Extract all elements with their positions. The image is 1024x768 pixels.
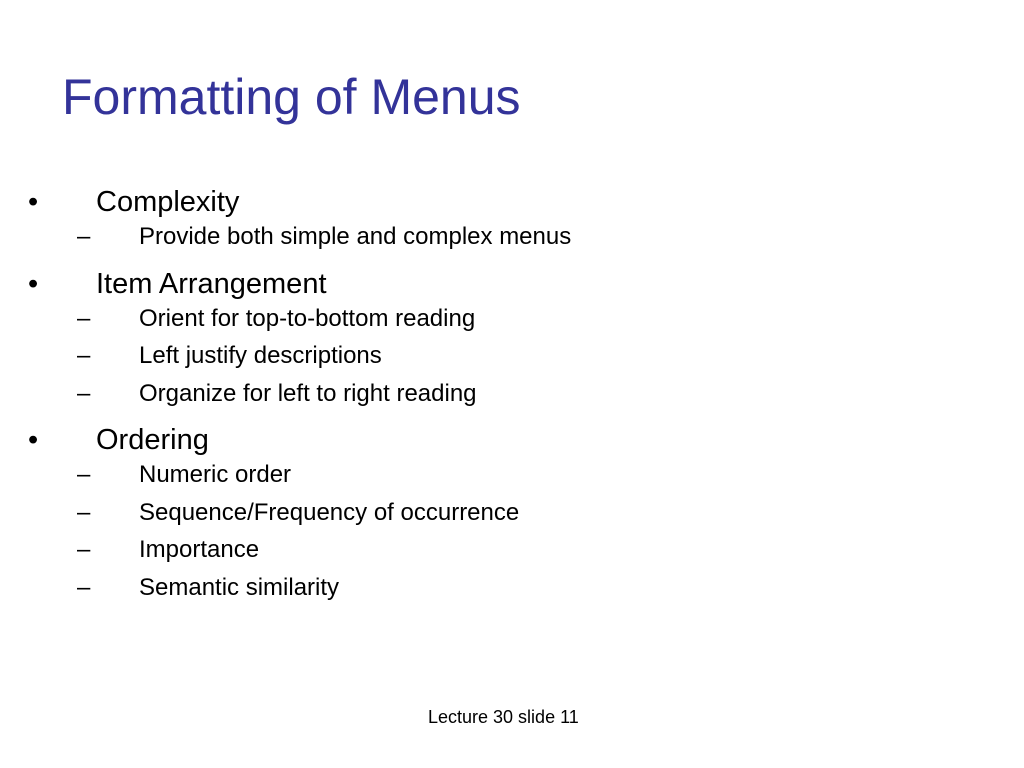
sub-bullet-item [0, 337, 1024, 375]
sub-bullet-item [0, 300, 1024, 338]
bullet-item [0, 180, 1024, 218]
bullet-text: Item Arrangement [96, 267, 327, 300]
bullet-marker: • [28, 267, 39, 300]
sub-bullet-text: Sequence/Frequency of occurrence [139, 498, 520, 526]
sub-bullet-marker: – [77, 573, 91, 601]
bullet-text: Complexity [96, 186, 240, 218]
sub-bullet-item [0, 569, 1024, 607]
sub-bullet-marker: – [77, 304, 91, 332]
sub-bullet-text: Left justify descriptions [139, 342, 382, 369]
sub-bullet-item [0, 531, 1024, 569]
bullet-text: Ordering [96, 424, 209, 456]
sub-bullet-marker: – [77, 461, 91, 488]
slide-footer: Lecture 30 slide 11 [428, 707, 579, 727]
sub-bullet-text: Numeric order [139, 461, 292, 488]
sub-bullet-marker: – [77, 536, 91, 563]
sub-bullet-text: Importance [139, 536, 260, 563]
sub-bullet-text: Provide both simple and complex menus [139, 223, 572, 250]
sub-bullet-marker: – [77, 342, 91, 369]
sub-bullet-item [0, 218, 1024, 256]
bullet-item [0, 262, 1024, 300]
sub-bullet-item [0, 494, 1024, 532]
sub-bullet-item [0, 375, 1024, 413]
sub-bullet-text: Semantic similarity [139, 573, 340, 601]
bullet-marker: • [28, 424, 39, 456]
sub-bullet-text: Orient for top-to-bottom reading [139, 304, 476, 332]
slide-title: Formatting of Menus [62, 69, 521, 125]
bullet-marker: • [28, 186, 39, 218]
bullet-list [0, 180, 1024, 606]
sub-bullet-marker: – [77, 498, 91, 526]
sub-bullet-marker: – [77, 379, 91, 407]
sub-bullet-text: Organize for left to right reading [139, 379, 477, 407]
bullet-item [0, 418, 1024, 456]
sub-bullet-item [0, 456, 1024, 494]
sub-bullet-marker: – [77, 223, 91, 250]
